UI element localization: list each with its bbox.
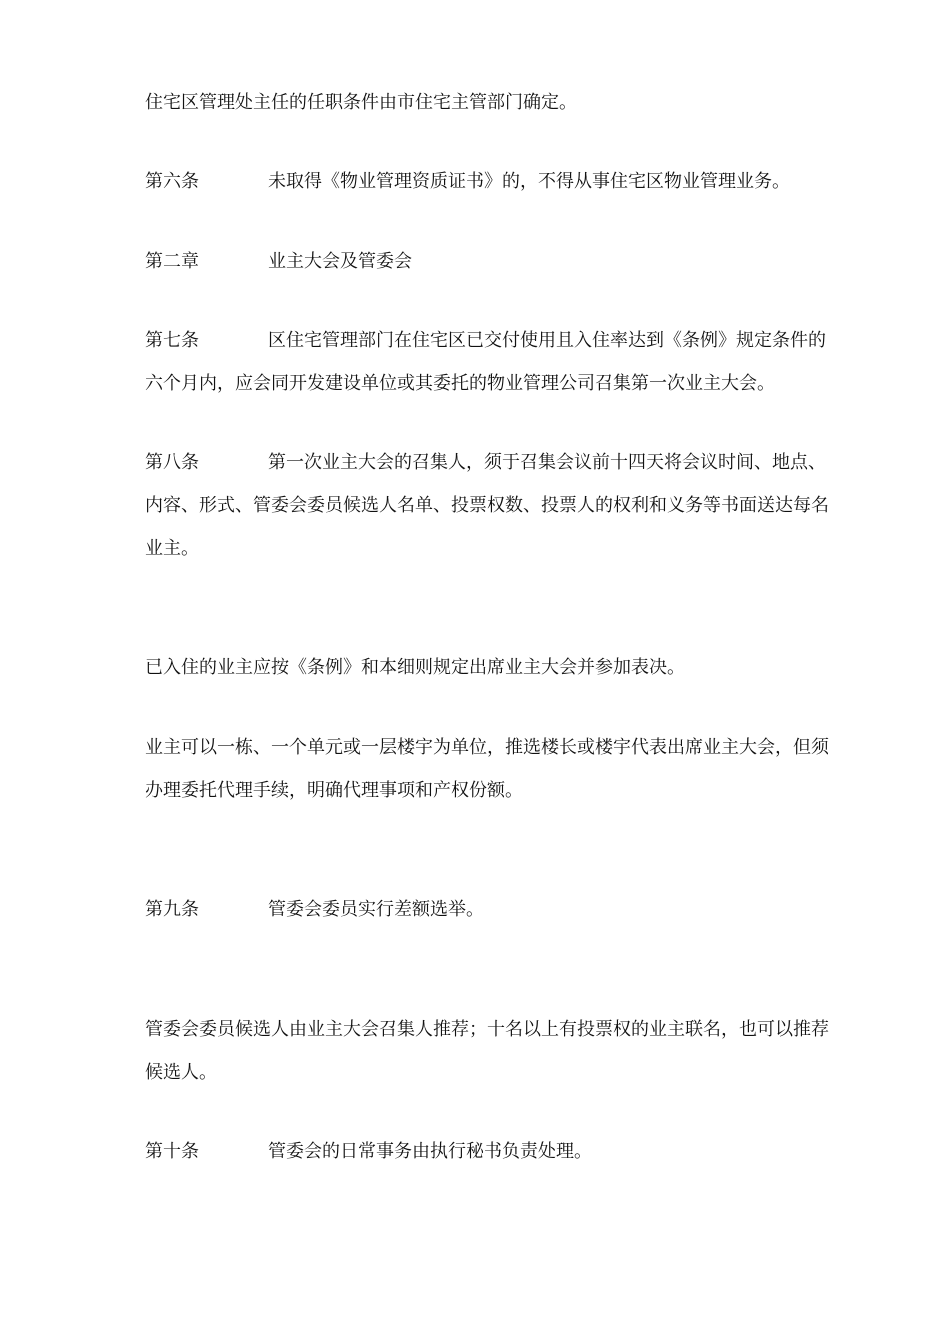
- article-text: 管委会的日常事务由执行秘书负责处理。: [268, 1141, 592, 1162]
- article-9: [145, 888, 875, 931]
- chapter-2: [145, 240, 875, 283]
- article-text-continued: 六个月内，应会同开发建设单位或其委托的物业管理公司召集第一次业主大会。: [145, 373, 775, 394]
- paragraph-line: 已入住的业主应按《条例》和本细则规定出席业主大会并参加表决。: [145, 657, 685, 678]
- article-heading: 第九条: [145, 899, 199, 920]
- article-10: [145, 1130, 875, 1173]
- paragraph-line: 办理委托代理手续，明确代理事项和产权份额。: [145, 780, 523, 801]
- article-heading: 第八条: [145, 452, 199, 473]
- article-text: 区住宅管理部门在住宅区已交付使用且入住率达到《条例》规定条件的: [268, 330, 826, 351]
- paragraph-nomination: [145, 1008, 875, 1094]
- article-text: 管委会委员实行差额选举。: [268, 899, 484, 920]
- article-heading: 第十条: [145, 1141, 199, 1162]
- paragraph-representatives: [145, 726, 875, 812]
- chapter-title: 业主大会及管委会: [268, 251, 412, 272]
- article-text-continued: 业主。: [145, 538, 199, 559]
- article-heading: 第七条: [145, 330, 199, 351]
- paragraph-attendance: [145, 646, 875, 689]
- paragraph-line: 管委会委员候选人由业主大会召集人推荐；十名以上有投票权的业主联名，也可以推荐: [145, 1019, 829, 1040]
- article-text: 未取得《物业管理资质证书》的，不得从事住宅区物业管理业务。: [268, 171, 790, 192]
- chapter-heading: 第二章: [145, 251, 199, 272]
- article-text-continued: 内容、形式、管委会委员候选人名单、投票权数、投票人的权利和义务等书面送达每名: [145, 495, 829, 516]
- article-text: 第一次业主大会的召集人，须于召集会议前十四天将会议时间、地点、: [268, 452, 826, 473]
- article-7: [145, 319, 875, 405]
- paragraph-line: 住宅区管理处主任的任职条件由市住宅主管部门确定。: [145, 92, 577, 113]
- paragraph-manager-qualification: [145, 81, 875, 124]
- paragraph-line: 业主可以一栋、一个单元或一层楼宇为单位，推选楼长或楼宇代表出席业主大会，但须: [145, 737, 829, 758]
- article-8: [145, 441, 875, 570]
- paragraph-line: 候选人。: [145, 1062, 217, 1083]
- article-heading: 第六条: [145, 171, 199, 192]
- article-6: [145, 160, 875, 203]
